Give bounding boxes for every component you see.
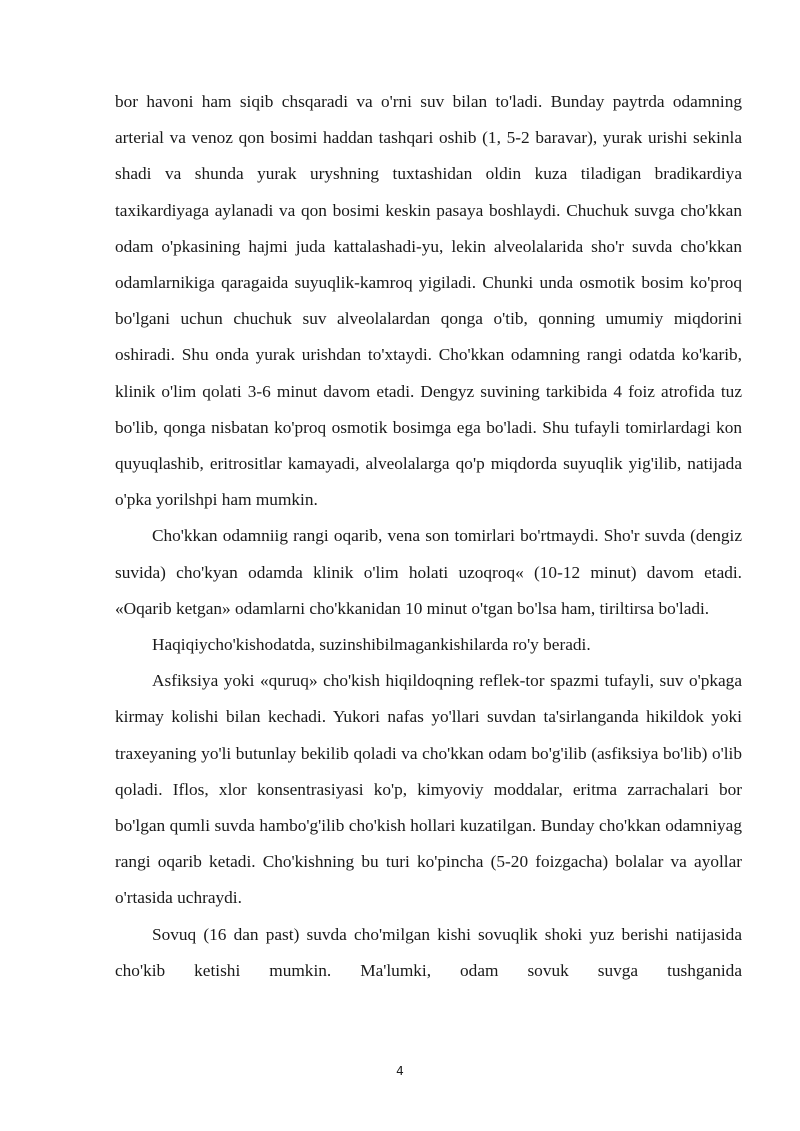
paragraph-5: Sovuq (16 dan past) suvda cho'milgan kishi sovuqlik shoki yuz berishi natijasida cho'kib ketishi mumkin. Ma'lumki, odam sovuk suvga tushganida (115, 924, 742, 980)
page-number: 4 (396, 1064, 404, 1078)
document-body (115, 84, 742, 989)
paragraph-3: Haqiqiycho'kishodatda, suzinshibilmagankishilarda ro'y beradi. (152, 635, 591, 655)
paragraph-2: Cho'kkan odamniig rangi oqarib, vena son tomirlari bo'rtmaydi. Sho'r suvda (dengiz suvida) cho'kyan odamda klinik o'lim holati uzoqroq« (10-12 minut) davom etadi. «Oqarib ketgan» odamlarni cho'kkanidan 10 minut o'tgan bo'lsa ham, tiriltirsa bo'ladi. (115, 526, 742, 618)
paragraph-1: bor havoni ham siqib chsqaradi va o'rni suv bilan to'ladi. Bunday paytrda odamning arterial va venoz qon bosimi haddan tashqari oshib (1, 5-2 baravar), yurak urishi sekinla shadi va shunda yurak uryshning tuxtashidan oldin kuza tiladigan bradikardiya taxikardiyaga aylanadi va qon bosimi keskin pasaya boshlaydi. Chuchuk suvga cho'kkan odam o'pkasining hajmi juda kattalashadi-yu, lekin alveolalarida sho'r suvda cho'kkan odamlarnikiga qaragaida suyuqlik-kamroq yigiladi. Chunki unda osmotik bosim ko'proq bo'lgani uchun chuchuk suv alveolalardan qonga o'tib, qonning umumiy miqdorini oshiradi. Shu onda yurak urishdan to'xtaydi. Cho'kkan odamning rangi odatda ko'karib, klinik o'lim qolati 3-6 minut davom etadi. Dengyz suvining tarkibida 4 foiz atrofida tuz bo'lib, qonga nisbatan ko'proq osmotik bosimga ega bo'ladi. Shu tufayli tomirlardagi kon quyuqlashib, eritrositlar kamayadi, alveolalarga qo'p miqdorda suyuqlik yig'ilib, natijada o'pka yorilshpi ham mumkin. (115, 92, 742, 510)
paragraph-4: Asfiksiya yoki «quruq» cho'kish hiqildoqning reflek-tor spazmi tufayli, suv o'pkaga kirmay kolishi bilan kechadi. Yukori nafas yo'llari suvdan ta'sirlanganda hikildok yoki traxeyaning yo'li butunlay bekilib qoladi va cho'kkan odam bo'g'ilib (asfiksiya bo'lib) o'lib qoladi. Iflos, xlor konsentrasiyasi ko'p, kimyoviy moddalar, eritma zarrachalari bor bo'lgan qumli suvda hambo'g'ilib cho'kish hollari kuzatilgan. Bunday cho'kkan odamniyag rangi oqarib ketadi. Cho'kishning bu turi ko'pincha (5-20 foizgacha) bolalar va ayollar o'rtasida uchraydi. (115, 671, 742, 908)
